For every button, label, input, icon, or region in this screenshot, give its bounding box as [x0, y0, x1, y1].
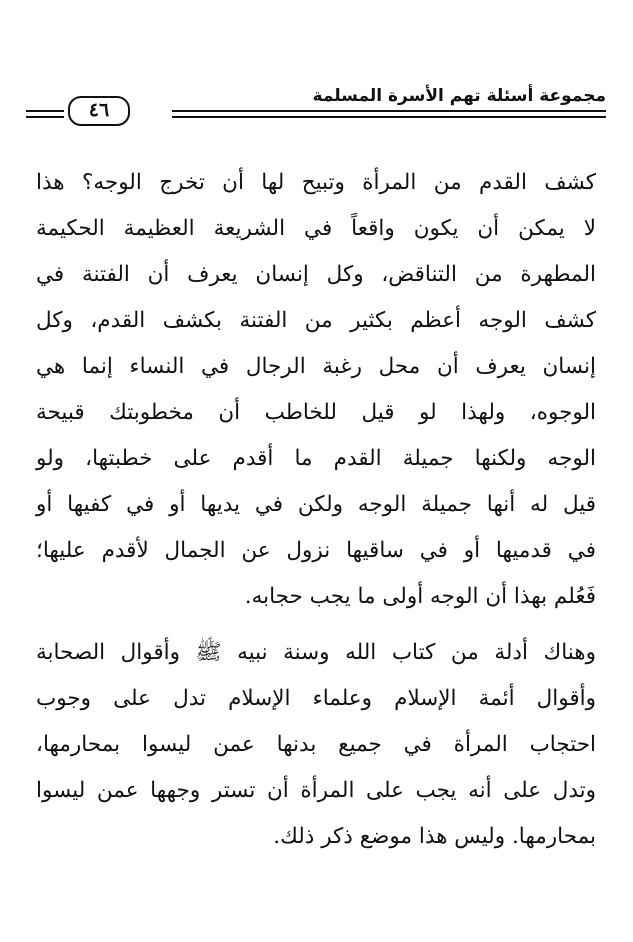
text-line: كشف الوجه أعظم بكثير من الفتنة بكشف القدم، وكل — [36, 308, 596, 333]
header-rule — [172, 116, 606, 118]
page-body — [36, 160, 596, 860]
book-title: مجموعة أسئلة تهم الأسرة المسلمة — [312, 86, 606, 106]
running-header — [26, 84, 606, 124]
text-line: وتدل على أنه يجب على المرأة أن تستر وجهها عمن ليسوا — [36, 778, 596, 803]
text-line: وهناك أدلة من كتاب الله وسنة نبيه ﷺ وأقوال الصحابة — [36, 640, 596, 665]
text-line: قيل له أنها جميلة الوجه ولكن في يديها أو في كفيها أو — [36, 492, 596, 517]
text-line: المطهرة من التناقض، وكل إنسان يعرف أن الفتنة في — [36, 262, 596, 287]
paragraph — [36, 160, 596, 620]
text-line: الوجوه، ولهذا لو قيل للخاطب أن مخطوبتك قبيحة — [36, 400, 596, 425]
paragraph — [36, 630, 596, 860]
text-line: الوجه ولكنها جميلة القدم ما أقدم على خطبتها، ولو — [36, 446, 596, 471]
text-line: كشف القدم من المرأة وتبيح لها أن تخرج الوجه؟ هذا — [36, 170, 596, 195]
header-rule — [26, 110, 64, 112]
header-rule — [172, 110, 606, 112]
text-line: وأقوال أئمة الإسلام وعلماء الإسلام تدل على وجوب — [36, 686, 596, 711]
page-number: ٤٦ — [68, 96, 130, 126]
text-line: احتجاب المرأة في جميع بدنها عمن ليسوا بمحارمها، — [36, 732, 596, 757]
text-line: في قدميها أو في ساقيها نزول عن الجمال لأقدم عليها؛ — [36, 538, 596, 563]
paragraph-gap — [36, 620, 596, 630]
header-rule — [26, 116, 64, 118]
text-line: لا يمكن أن يكون واقعاً في الشريعة العظيمة الحكيمة — [36, 216, 596, 241]
text-line: فَعُلم بهذا أن الوجه أولى ما يجب حجابه. — [244, 584, 596, 609]
text-line: إنسان يعرف أن محل رغبة الرجال في النساء إنما هي — [36, 354, 596, 379]
text-line: بمحارمها. وليس هذا موضع ذكر ذلك. — [273, 824, 596, 849]
